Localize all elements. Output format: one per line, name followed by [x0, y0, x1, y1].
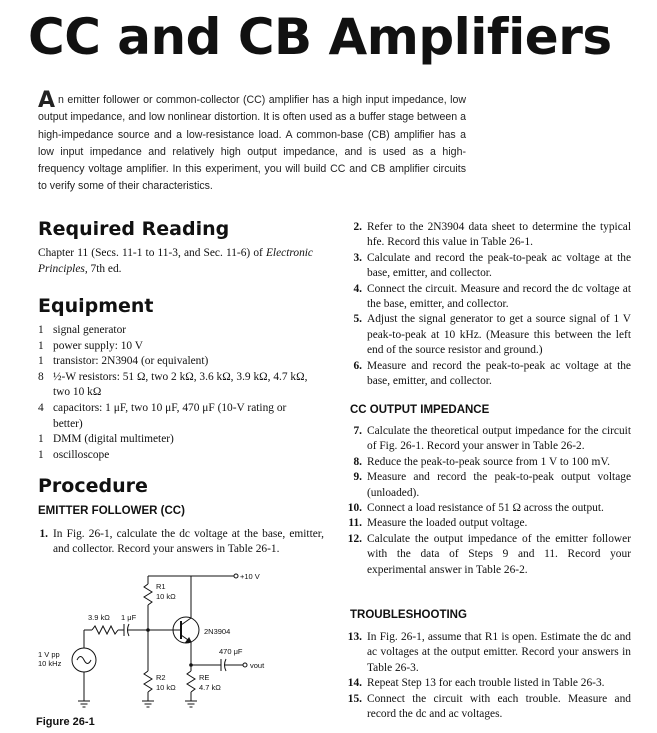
output-terminal — [243, 663, 247, 667]
reading-book-title: Electronic Principles, — [38, 247, 313, 275]
supply-terminal — [234, 574, 238, 578]
step-list-left — [24, 527, 324, 558]
source-frequency: 10 kHz — [38, 659, 62, 668]
circuit-schematic — [36, 568, 301, 716]
intro-dropcap: A — [38, 88, 56, 113]
emitter-junction-dot — [189, 663, 193, 667]
r1-name: R1 — [156, 582, 166, 591]
equipment-item: 1 oscilloscope — [38, 448, 110, 461]
step-item: 5. Adjust the signal generator to get a source signal of 1 V peak-to-peak at 10 kHz. (Measure this between the left end of the source resistor and ground.) — [353, 313, 631, 357]
step-item: 4. Connect the circuit. Measure and record the dc voltage at the base, emitter, and collector. — [353, 282, 631, 311]
step-item: 11. Measure the loaded output voltage. — [348, 517, 528, 530]
vout-label: vout — [250, 661, 265, 670]
page-title: CC and CB Amplifiers — [28, 8, 612, 66]
figure-caption: Figure 26-1 — [36, 716, 95, 728]
equipment-item: 8 ½-W resistors: 51 Ω, two 2 kΩ, 3.6 kΩ, 3.9 kΩ, 4.7 kΩ, two 10 kΩ — [38, 370, 308, 399]
transistor-label: 2N3904 — [204, 627, 231, 636]
r1-value: 10 kΩ — [156, 592, 176, 601]
reading-text-after: 7th ed. — [87, 262, 122, 275]
step-item: 2. Refer to the 2N3904 data sheet to determine the typical hfe. Record this value in Table 26-1. — [353, 221, 631, 249]
equipment-item: 1 transistor: 2N3904 (or equivalent) — [38, 355, 209, 368]
emitter-follower-heading: EMITTER FOLLOWER (CC) — [38, 505, 185, 517]
step-item: 10. Connect a load resistance of 51 Ω across the output. — [347, 502, 604, 515]
step-item: 3. Calculate and record the peak-to-peak ac voltage at the base, emitter, and collector. — [353, 251, 631, 280]
equipment-heading: Equipment — [38, 295, 154, 317]
equipment-item: 4 capacitors: 1 μF, two 10 μF, 470 μF (10-V rating or better) — [38, 401, 287, 430]
re-name: RE — [199, 673, 210, 682]
reading-text-before: Chapter 11 (Secs. 11-1 to 11-3, and Sec. 11-6) of — [38, 247, 266, 259]
equipment-list — [38, 323, 313, 463]
re-value: 4.7 kΩ — [199, 683, 221, 692]
step-item: 1. In Fig. 26-1, calculate the dc voltage at the base, emitter, and collector. Record your answers in Table 26-1. — [39, 528, 324, 556]
base-junction-dot — [146, 628, 150, 632]
step-item: 14. Repeat Step 13 for each trouble listed in Table 26-3. — [347, 677, 605, 690]
required-reading-text — [38, 246, 313, 278]
intro-text: n emitter follower or common-collector (CC) amplifier has a high input impedance, low output impedance, and low nonlinear distortion. It is often used as a buffer stage between a high-impedance source and a low-resistance load. A common-base (CB) amplifier has a low input impedance and relatively high output impedance, and is used as a high-frequency voltage amplifier. In this experiment, you will build CC and CB amplifier circuits to verify some of their characteristics. — [38, 94, 466, 193]
step-item: 12. Calculate the output impedance of the emitter follower with the data of Steps 9 and 11. Record your experimental answer in Table 26-2. — [347, 532, 631, 576]
equipment-item: 1 signal generator — [38, 324, 127, 336]
source-voltage: 1 V pp — [38, 650, 60, 659]
cin-value: 1 μF — [121, 613, 137, 622]
cout-value: 470 μF — [219, 647, 243, 656]
vcc-label: +10 V — [240, 572, 260, 581]
cc-output-heading: CC OUTPUT IMPEDANCE — [350, 404, 490, 416]
step-item: 6. Measure and record the peak-to-peak ac voltage at the base, emitter, and collector. — [353, 359, 631, 388]
procedure-heading: Procedure — [38, 475, 148, 497]
required-reading-heading: Required Reading — [38, 218, 230, 240]
step-list-cc-output — [338, 424, 631, 578]
rs-value: 3.9 kΩ — [88, 613, 110, 622]
equipment-item: 1 power supply: 10 V — [38, 339, 143, 352]
step-list-right — [338, 220, 631, 389]
step-item: 7. Calculate the theoretical output impedance for the circuit of Fig. 26-1. Record your answer in Table 26-2. — [353, 425, 631, 453]
step-item: 8. Reduce the peak-to-peak source from 1 V to 100 mV. — [353, 455, 610, 468]
step-item: 9. Measure and record the peak-to-peak output voltage (unloaded). — [353, 471, 631, 499]
step-list-troubleshooting — [338, 630, 631, 722]
step-item: 13. In Fig. 26-1, assume that R1 is open. Estimate the dc and ac voltages at the output emitter. Record your answers in Table 26-3. — [347, 631, 631, 674]
r2-name: R2 — [156, 673, 166, 682]
equipment-item: 1 DMM (digital multimeter) — [38, 433, 174, 446]
r2-value: 10 kΩ — [156, 683, 176, 692]
step-item: 15. Connect the circuit with each trouble. Measure and record the dc and ac voltages. — [347, 692, 631, 721]
troubleshooting-heading: TROUBLESHOOTING — [350, 609, 467, 621]
intro-paragraph — [38, 88, 466, 196]
